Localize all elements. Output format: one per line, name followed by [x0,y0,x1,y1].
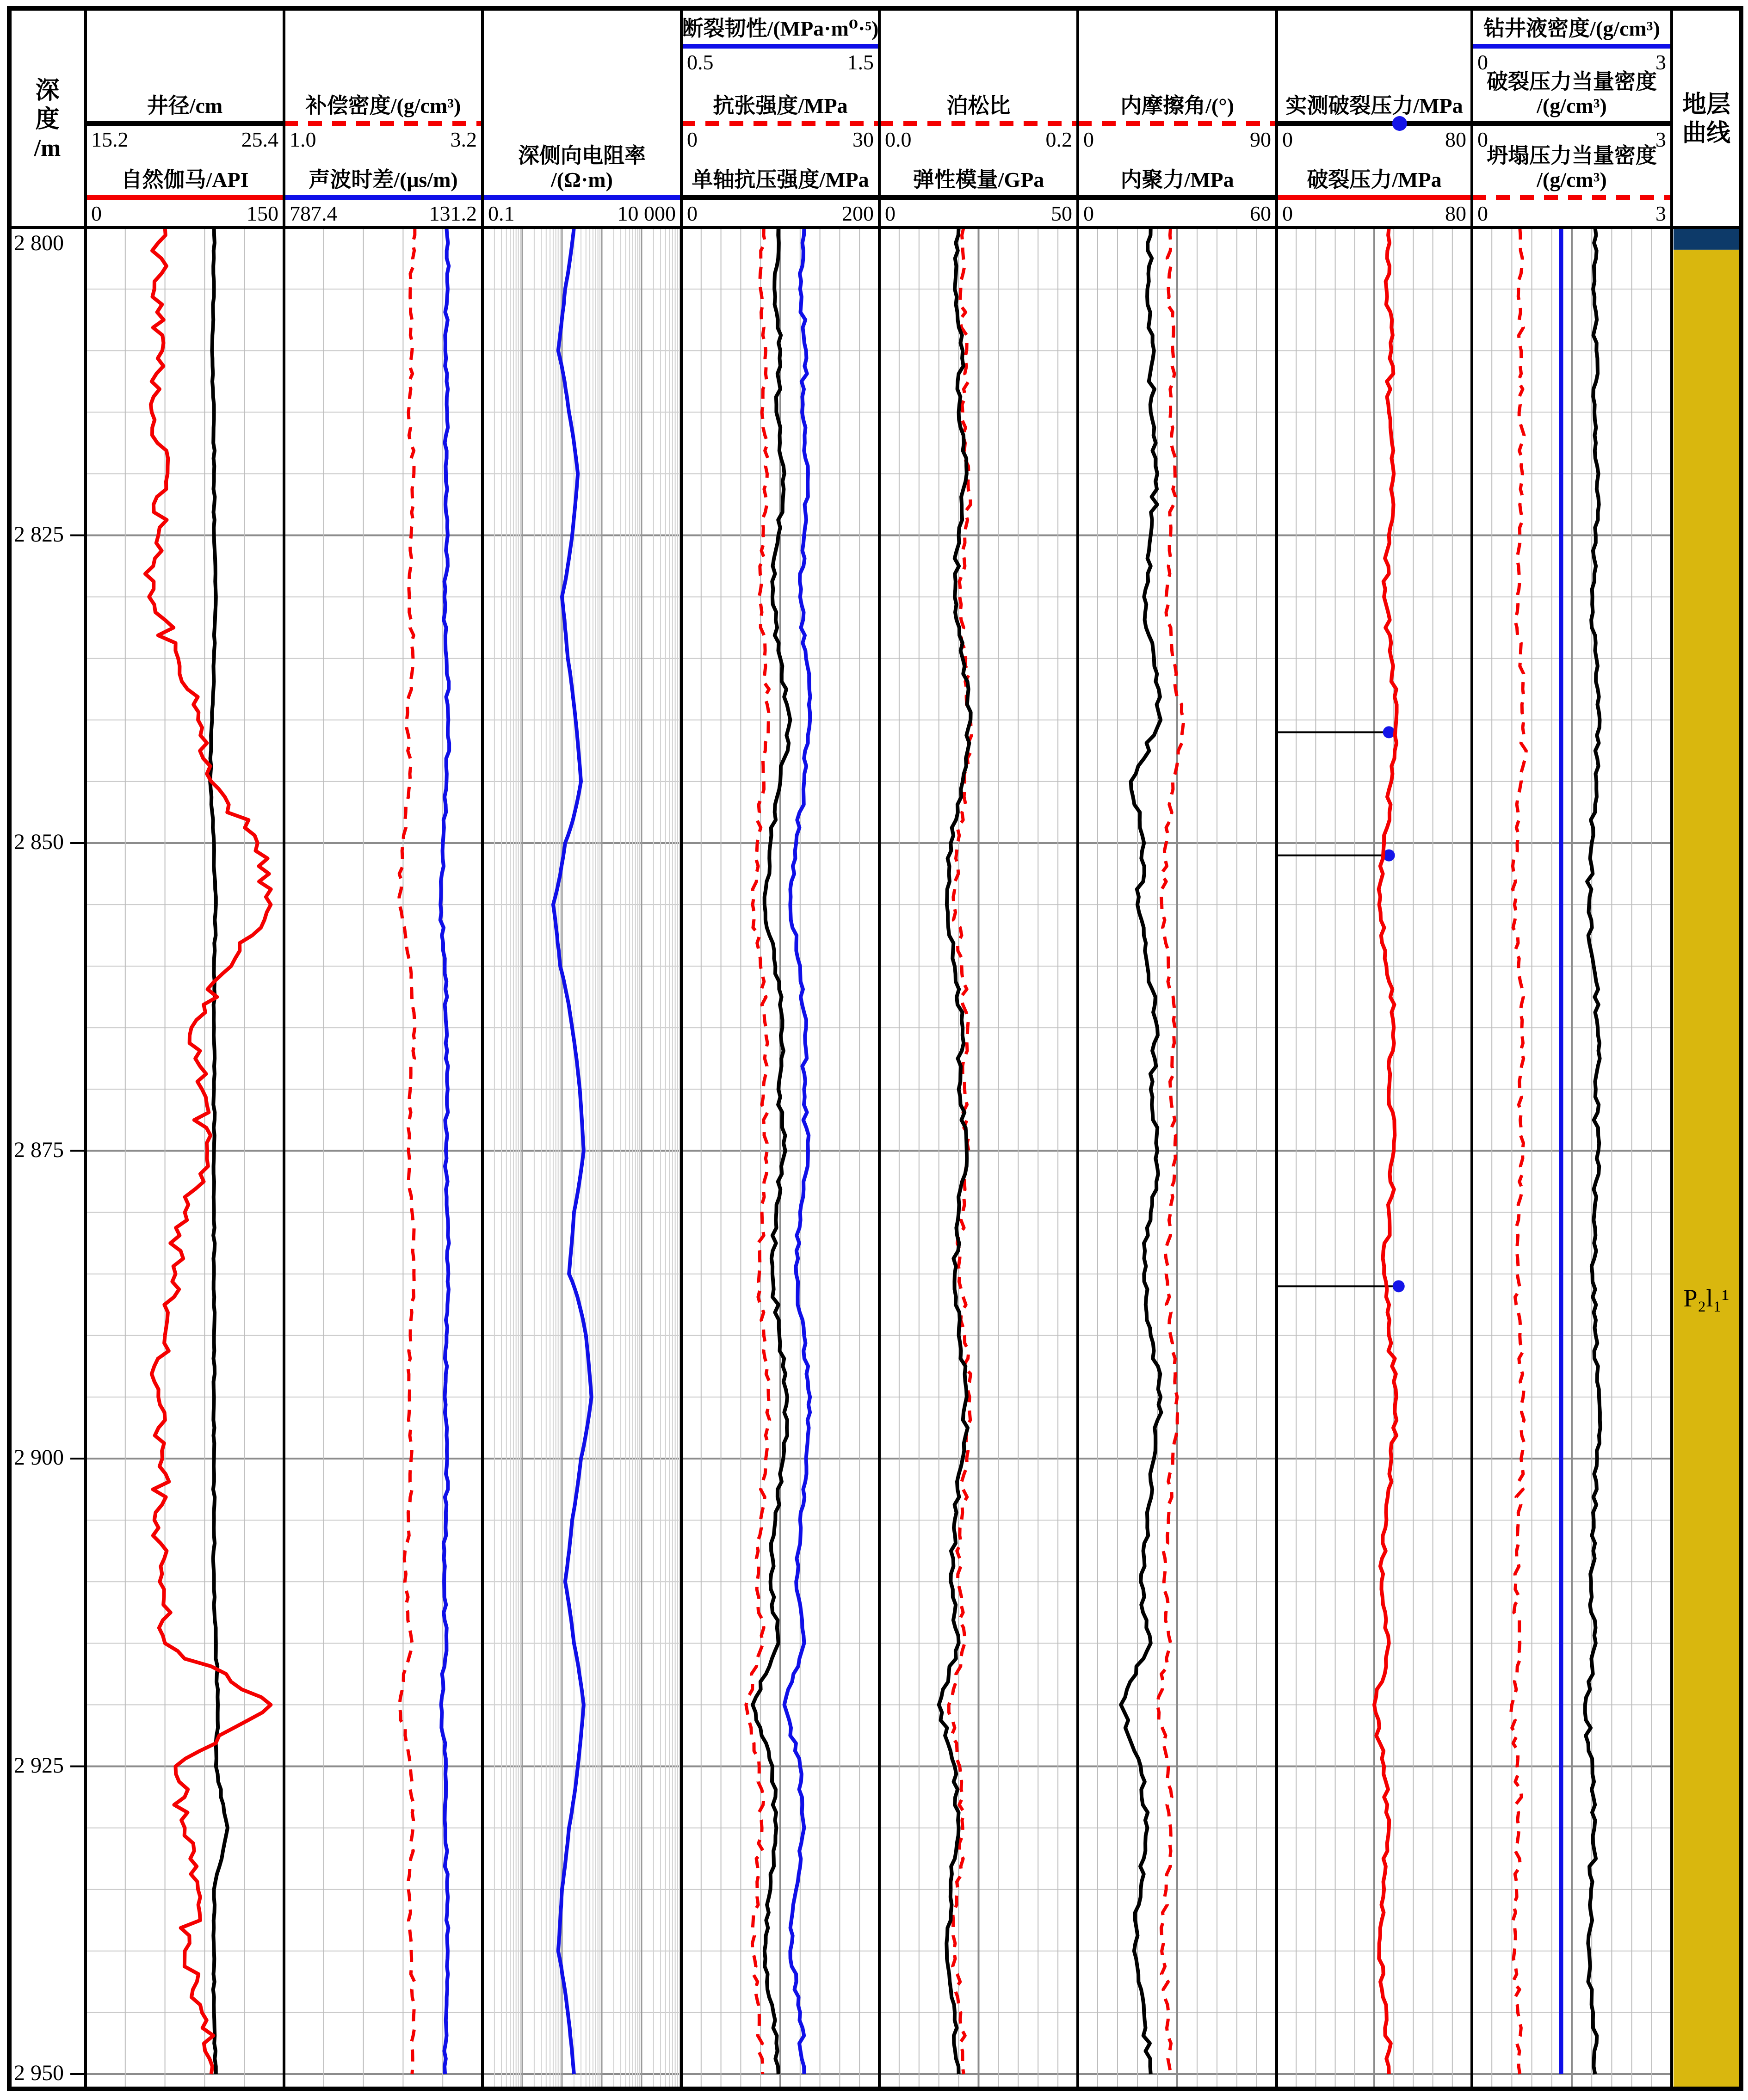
friction-scale-max: 90 [1250,128,1271,151]
depth-tick-label: 2 950 [14,2061,64,2085]
ucs-label: 单轴抗压强度/MPa [692,168,869,191]
mud-density-scale-min: 0 [1477,50,1488,74]
poisson-label: 泊松比 [946,94,1011,117]
depth-tick-label: 2 875 [14,1137,64,1162]
friction-label: 内摩擦角/(°) [1120,94,1234,117]
formation-zone-label: P₂l₁¹ [1683,1284,1729,1312]
emod-label: 弹性模量/GPa [913,168,1044,191]
density-scale-max: 3.2 [450,128,477,151]
formation-column-label: 地层 [1682,92,1730,118]
caliper-label: 井径/cm [147,94,223,117]
depth-tick-label: 2 825 [14,522,64,547]
gr-scale-min: 0 [91,202,102,225]
pf-measured-scale-min: 0 [1282,128,1293,151]
cohesion-label: 内聚力/MPa [1120,168,1234,191]
mud-density-scale-max: 3 [1655,50,1666,74]
tensile-scale-min: 0 [687,128,698,151]
tensile-scale-max: 30 [852,128,874,151]
pf-eqd-label: 破裂压力当量密度 [1487,70,1657,93]
ucs-scale-max: 200 [842,202,874,225]
pf-scale-max: 80 [1445,202,1466,225]
gr-scale-max: 150 [247,202,278,225]
friction-scale-min: 0 [1083,128,1094,151]
sonic-scale-min: 787.4 [290,202,338,225]
collapse-eqd-scale-max: 3 [1655,202,1666,225]
sonic-scale-max: 131.2 [429,202,477,225]
pf-eqd-scale-min: 0 [1477,128,1488,151]
kic-scale-max: 1.5 [847,50,874,74]
kic-scale-min: 0.5 [687,50,714,74]
depth-tick-label: 2 800 [14,231,64,255]
gr-label: 自然伽马/API [121,168,249,191]
pf-measured-scale-max: 80 [1445,128,1466,151]
collapse-eqd-scale-min: 0 [1477,202,1488,225]
depth-tick-label: 2 850 [14,830,64,854]
pf-measured-label: 实测破裂压力/MPa [1285,94,1463,117]
lld-scale-max: 10 000 [617,202,676,225]
cohesion-scale-max: 60 [1250,202,1271,225]
poisson-scale-max: 0.2 [1045,128,1072,151]
cohesion-scale-min: 0 [1083,202,1094,225]
emod-scale-min: 0 [885,202,896,225]
ucs-scale-min: 0 [687,202,698,225]
pf-eqd-label: /(g/cm³) [1537,94,1607,117]
emod-scale-max: 50 [1051,202,1072,225]
caliper-scale-max: 25.4 [241,128,278,151]
sonic-label: 声波时差/(μs/m) [309,168,458,191]
formation-column-label: 曲线 [1682,120,1730,147]
depth-axis-label: /m [34,135,61,161]
lld-label: /(Ω·m) [551,168,613,191]
kic-label: 断裂韧性/(MPa·m⁰·⁵) [682,17,879,40]
depth-tick-label: 2 925 [14,1753,64,1778]
depth-tick-label: 2 900 [14,1445,64,1470]
lld-scale-min: 0.1 [488,202,515,225]
caliper-scale-min: 15.2 [91,128,129,151]
pf-eqd-scale-max: 3 [1655,128,1666,151]
density-label: 补偿密度/(g/cm³) [305,94,461,117]
pf-label: 破裂压力/MPa [1307,168,1442,191]
pf-scale-min: 0 [1282,202,1293,225]
poisson-scale-min: 0.0 [885,128,912,151]
mud-density-label: 钻井液密度/(g/cm³) [1483,17,1660,40]
depth-axis-label: 度 [35,106,60,133]
density-scale-min: 1.0 [290,128,316,151]
collapse-eqd-label: /(g/cm³) [1537,168,1607,191]
tensile-label: 抗张强度/MPa [713,94,848,117]
collapse-eqd-label: 坍塌压力当量密度 [1487,144,1657,167]
depth-axis-label: 深 [35,78,60,104]
lld-label: 深侧向电阻率 [518,144,646,167]
